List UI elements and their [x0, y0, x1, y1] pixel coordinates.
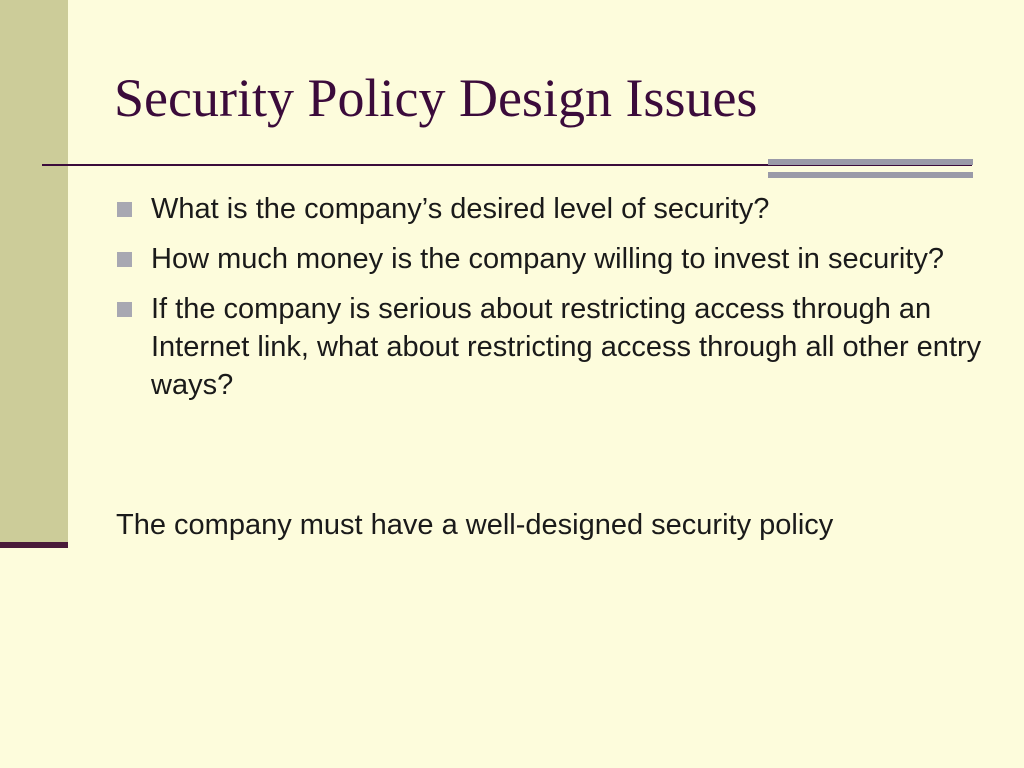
bullet-item [114, 190, 984, 228]
bullet-item [114, 240, 984, 278]
left-decorative-band [0, 0, 68, 545]
square-bullet-icon [117, 302, 132, 317]
left-band-underline [0, 542, 68, 548]
square-bullet-icon [117, 252, 132, 267]
bullet-list [114, 190, 984, 416]
bullet-text: What is the company’s desired level of security? [151, 193, 770, 225]
slide-title: Security Policy Design Issues [114, 68, 758, 128]
bullet-text: If the company is serious about restricting access through an Internet link, what about restricting access through all other entry ways? [151, 293, 982, 401]
bullet-item [114, 290, 984, 404]
divider-accent-bar-top [768, 159, 973, 165]
divider-accent-bar-bottom [768, 172, 973, 178]
conclusion-text: The company must have a well-designed security policy [116, 509, 834, 541]
bullet-text: How much money is the company willing to invest in security? [151, 243, 944, 275]
square-bullet-icon [117, 202, 132, 217]
